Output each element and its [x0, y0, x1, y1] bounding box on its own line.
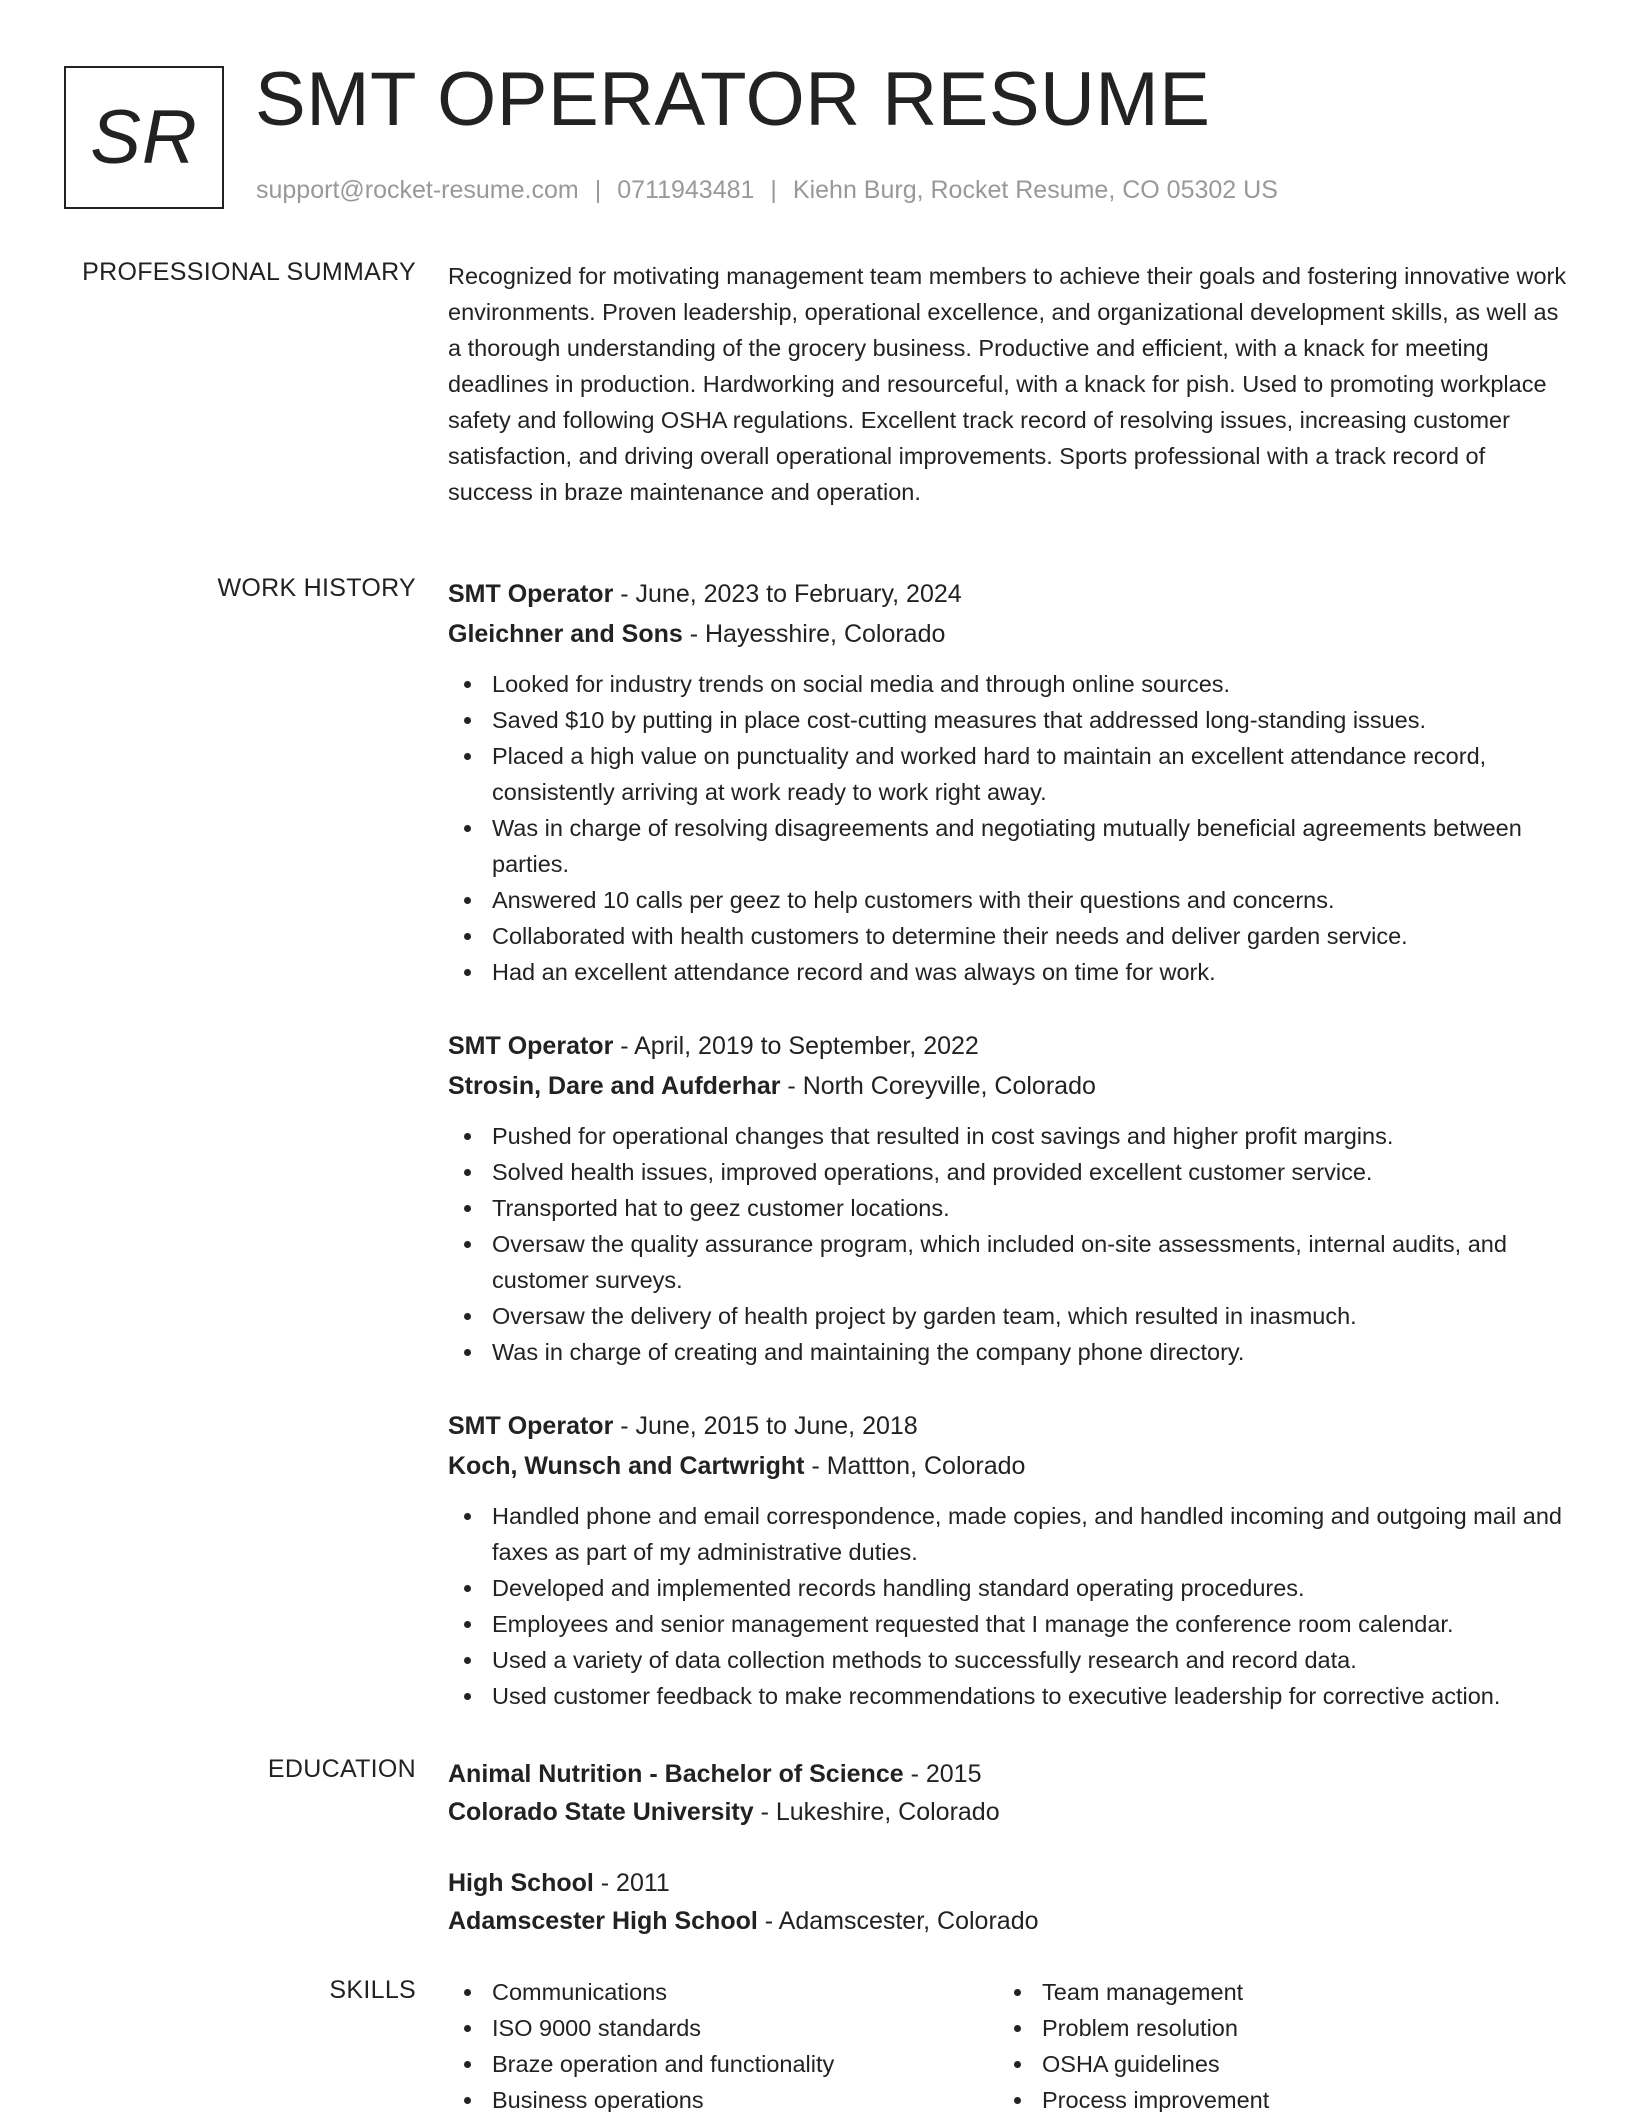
skills-column-right	[998, 1974, 1548, 2112]
job-bullet: Solved health issues, improved operations, and provided excellent customer service.	[448, 1154, 1568, 1190]
job-role: SMT Operator	[448, 580, 614, 608]
education-degree-line	[448, 1864, 1568, 1902]
education-year: - 2011	[593, 1869, 670, 1897]
education-degree: Animal Nutrition - Bachelor of Science	[448, 1760, 904, 1788]
job-bullet: Employees and senior management requested that I manage the conference room calendar.	[448, 1606, 1568, 1642]
job-bullets	[448, 1498, 1568, 1714]
contact-address: Kiehn Burg, Rocket Resume, CO 05302 US	[792, 176, 1278, 204]
job-title-line	[448, 1026, 1568, 1066]
job-bullet: Was in charge of creating and maintaining the company phone directory.	[448, 1334, 1568, 1370]
skills-list	[998, 1974, 1548, 2112]
education-entry	[448, 1755, 1568, 1831]
job-bullet: Transported hat to geez customer locations.	[448, 1190, 1568, 1226]
section-label-skills: SKILLS	[329, 1976, 416, 2004]
job-bullet: Had an excellent attendance record and was always on time for work.	[448, 954, 1568, 990]
skills-column-left	[448, 1974, 998, 2112]
education-school-line	[448, 1902, 1568, 1940]
education-degree-line	[448, 1755, 1568, 1793]
job-company-line	[448, 614, 1568, 654]
contact-separator: |	[594, 176, 602, 204]
job-bullets	[448, 666, 1568, 990]
education-location: - Lukeshire, Colorado	[753, 1798, 1000, 1826]
job-bullet: Answered 10 calls per geez to help customers with their questions and concerns.	[448, 882, 1568, 918]
skill-item: Problem resolution	[998, 2010, 1548, 2046]
job-location: - Hayesshire, Colorado	[682, 620, 946, 648]
contact-phone: 0711943481	[617, 176, 755, 204]
job-bullet: Oversaw the quality assurance program, which included on-site assessments, internal audits, and customer surveys.	[448, 1226, 1568, 1298]
job-role: SMT Operator	[448, 1032, 614, 1060]
job-company-line	[448, 1066, 1568, 1106]
skill-item: Business operations	[448, 2082, 998, 2112]
job-bullet: Pushed for operational changes that resulted in cost savings and higher profit margins.	[448, 1118, 1568, 1154]
skill-item: Braze operation and functionality	[448, 2046, 998, 2082]
skills-columns	[448, 1974, 1568, 2112]
job-bullet: Oversaw the delivery of health project by garden team, which resulted in inasmuch.	[448, 1298, 1568, 1334]
job-bullet: Used a variety of data collection methods to successfully research and record data.	[448, 1642, 1568, 1678]
skill-item: Communications	[448, 1974, 998, 2010]
job-dates: - June, 2023 to February, 2024	[613, 580, 962, 608]
job-company: Strosin, Dare and Aufderhar	[448, 1072, 781, 1100]
job-role: SMT Operator	[448, 1412, 614, 1440]
job-entry	[448, 1026, 1568, 1370]
job-location: - North Coreyville, Colorado	[780, 1072, 1096, 1100]
job-entry	[448, 574, 1568, 990]
education-year: - 2015	[903, 1760, 982, 1788]
education-school: Adamscester High School	[448, 1907, 758, 1935]
skills-list	[448, 1974, 998, 2112]
section-label-work-history: WORK HISTORY	[217, 574, 416, 602]
job-bullet: Developed and implemented records handling standard operating procedures.	[448, 1570, 1568, 1606]
job-bullet: Collaborated with health customers to determine their needs and deliver garden service.	[448, 918, 1568, 954]
job-company: Gleichner and Sons	[448, 620, 683, 648]
job-bullet: Was in charge of resolving disagreements and negotiating mutually beneficial agreements between parties.	[448, 810, 1568, 882]
education-location: - Adamscester, Colorado	[757, 1907, 1039, 1935]
job-company: Koch, Wunsch and Cartwright	[448, 1452, 805, 1480]
skill-item: ISO 9000 standards	[448, 2010, 998, 2046]
education-school: Colorado State University	[448, 1798, 754, 1826]
job-bullets	[448, 1118, 1568, 1370]
contact-line	[256, 176, 1278, 205]
job-bullet: Used customer feedback to make recommendations to executive leadership for corrective action.	[448, 1678, 1568, 1714]
summary-text: Recognized for motivating management team members to achieve their goals and fostering innovative work environments. Proven leadership, operational excellence, and organizational development skills, as well as a thorough understanding of the grocery business. Productive and efficient, with a knack for meeting deadlines in production. Hardworking and resourceful, with a knack for pish. Used to promoting workplace safety and following OSHA regulations. Excellent track record of resolving issues, increasing customer satisfaction, and driving overall operational improvements. Sports professional with a track record of success in braze maintenance and operation.	[448, 263, 1567, 505]
job-dates: - April, 2019 to September, 2022	[613, 1032, 979, 1060]
education-degree: High School	[448, 1869, 594, 1897]
job-bullet: Looked for industry trends on social media and through online sources.	[448, 666, 1568, 702]
job-company-line	[448, 1446, 1568, 1486]
job-entry	[448, 1406, 1568, 1714]
skill-item: Team management	[998, 1974, 1548, 2010]
job-dates: - June, 2015 to June, 2018	[613, 1412, 918, 1440]
skill-item: Process improvement	[998, 2082, 1548, 2112]
job-bullet: Placed a high value on punctuality and worked hard to maintain an excellent attendance record, consistently arriving at work ready to work right away.	[448, 738, 1568, 810]
contact-separator: |	[770, 176, 777, 204]
contact-email: support@rocket-resume.com	[256, 176, 579, 204]
job-title-line	[448, 574, 1568, 614]
job-title-line	[448, 1406, 1568, 1446]
section-label-education: EDUCATION	[267, 1755, 416, 1783]
education-entry	[448, 1864, 1568, 1940]
initials-monogram: SR	[64, 66, 224, 209]
job-bullet: Handled phone and email correspondence, made copies, and handled incoming and outgoing mail and faxes as part of my administrative duties.	[448, 1498, 1568, 1570]
job-location: - Mattton, Colorado	[804, 1452, 1026, 1480]
skill-item: OSHA guidelines	[998, 2046, 1548, 2082]
resume-title: SMT OPERATOR RESUME	[255, 57, 1211, 142]
section-label-summary: PROFESSIONAL SUMMARY	[82, 258, 416, 286]
education-school-line	[448, 1793, 1568, 1831]
job-bullet: Saved $10 by putting in place cost-cutting measures that addressed long-standing issues.	[448, 702, 1568, 738]
